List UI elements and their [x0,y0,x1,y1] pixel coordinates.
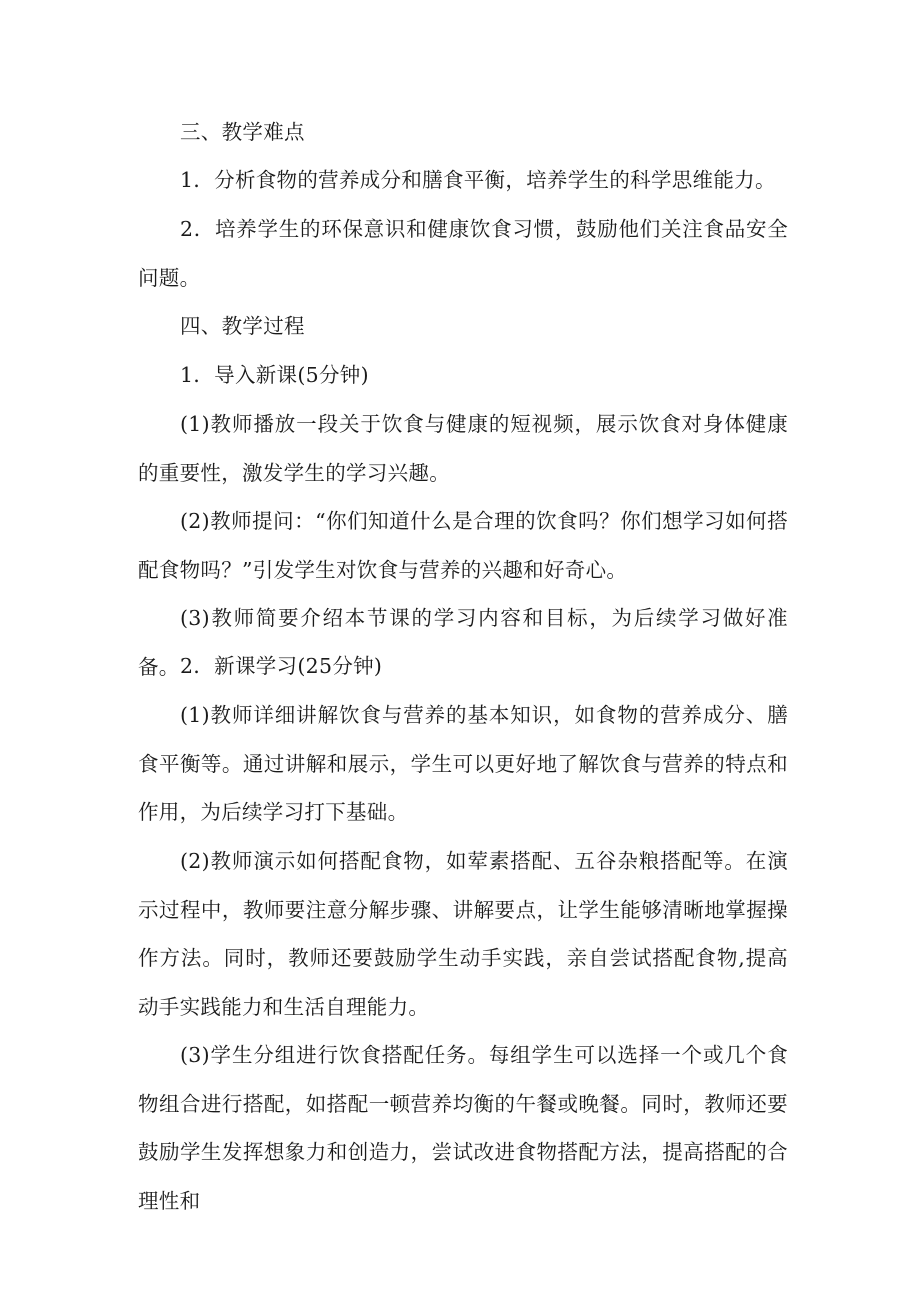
step-1-item-1: (1)教师播放一段关于饮食与健康的短视频，展示饮食对身体健康的重要性，激发学生的学习兴趣。 [138,412,788,485]
difficulty-item-2: 2．培养学生的环保意识和健康饮食习惯，鼓励他们关注食品安全问题。 [138,217,788,290]
step-2-item-3: (3)学生分组进行饮食搭配任务。每组学生可以选择一个或几个食物组合进行搭配，如搭配一顿营养均衡的午餐或晚餐。同时，教师还要鼓励学生发挥想象力和创造力，尝试改进食物搭配方法，提高搭配的合理性和 [138,1043,788,1213]
step-1-item-3: (3)教师简要介绍本节课的学习内容和目标，为后续学习做好准备。 [138,606,788,679]
step-2-title: 2．新课学习(25分钟) [180,654,383,678]
step-1-title: 1．导入新课(5分钟) [180,363,369,387]
section-heading-difficulties: 三、教学难点 [180,120,305,144]
difficulty-item-1: 1．分析食物的营养成分和膳食平衡，培养学生的科学思维能力。 [180,168,776,192]
step-2-item-2: (2)教师演示如何搭配食物，如荤素搭配、五谷杂粮搭配等。在演示过程中，教师要注意分解步骤、讲解要点，让学生能够清晰地掌握操作方法。同时，教师还要鼓励学生动手实践，亲自尝试搭配食物,提高动手实践能力和生活自理能力。 [138,849,788,1019]
step-1-item-2: (2)教师提问：“你们知道什么是合理的饮食吗？你们想学习如何搭配食物吗？”引发学生对饮食与营养的兴趣和好奇心。 [138,509,788,582]
section-heading-process: 四、教学过程 [180,314,305,338]
step-2-item-1: (1)教师详细讲解饮食与营养的基本知识，如食物的营养成分、膳食平衡等。通过讲解和展示，学生可以更好地了解饮食与营养的特点和作用，为后续学习打下基础。 [138,703,788,824]
